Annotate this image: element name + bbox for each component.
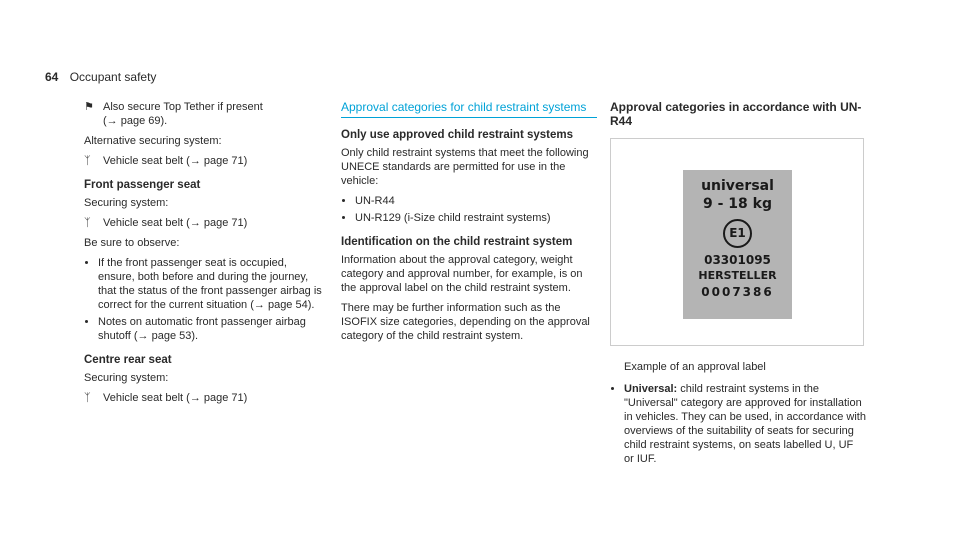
seat-belt-text[interactable]: Vehicle seat belt (→ page 71): [103, 217, 248, 229]
seat-belt-row: [84, 154, 326, 168]
label-category: universal: [701, 178, 774, 194]
list-item: • UN-R129 (i-Size child restraint systems): [355, 211, 597, 225]
top-tether-icon: ⚑: [84, 101, 94, 113]
centre-seat-heading: Centre rear seat: [84, 354, 172, 366]
seat-belt-icon: ᛉ: [84, 217, 91, 229]
list-item: • Notes on automatic front passenger airbag shutoff (→ page 53).: [98, 315, 326, 343]
category-list: [610, 382, 866, 466]
column-left: [84, 100, 326, 411]
list-item: [624, 382, 866, 466]
subheading-identification: Identification on the child restraint system: [341, 236, 573, 248]
standards-list: [341, 194, 597, 225]
seat-belt-icon: ᛉ: [84, 155, 91, 167]
seat-belt-text[interactable]: Vehicle seat belt (→ page 71): [103, 155, 248, 167]
page-number: 64: [45, 70, 59, 84]
top-tether-text: Also secure Top Tether if present: [103, 101, 263, 113]
section-heading: Approval categories for child restraint systems: [341, 100, 597, 118]
term-description: child restraint systems in the "Universal" category are approved for installation in vehicles. They can be used, in accordance with overviews of the suitability of seats for securing child restraint systems, on seats labelled U, UF or IUF.: [624, 383, 866, 465]
seat-belt-row-centre: [84, 391, 326, 405]
alt-label: Alternative securing system:: [84, 135, 222, 147]
front-seat-heading: Front passenger seat: [84, 179, 201, 191]
column-right: [610, 100, 866, 472]
seat-belt-row-front: [84, 216, 326, 230]
figure-caption: Example of an approval label: [624, 361, 766, 373]
securing-label: Securing system:: [84, 197, 169, 209]
top-tether-row: [84, 100, 326, 128]
label-approval-number: 03301095: [704, 253, 771, 267]
list-item: • UN-R44: [355, 194, 597, 208]
seat-belt-icon: ᛉ: [84, 392, 91, 404]
approval-label-figure: [610, 138, 864, 346]
label-manufacturer: HERSTELLER: [698, 269, 777, 282]
label-weight: 9 - 18 kg: [703, 196, 772, 212]
column-middle: [341, 100, 597, 349]
subheading-approved: Only use approved child restraint systems: [341, 129, 573, 141]
securing-label: Securing system:: [84, 372, 169, 384]
seat-belt-text[interactable]: Vehicle seat belt (→ page 71): [103, 392, 248, 404]
observe-label: Be sure to observe:: [84, 237, 180, 249]
intro-paragraph: Only child restraint systems that meet the following UNECE standards are permitted for use in the vehicle:: [341, 147, 589, 187]
paragraph: Information about the approval category, weight category and approval number, for example, is on the approval label on the child restraint system.: [341, 254, 583, 294]
paragraph: There may be further information such as the ISOFIX size categories, depending on the approval category of the child restraint system.: [341, 302, 590, 342]
list-item: • If the front passenger seat is occupied, ensure, both before and during the journey, that the status of the front passenger airbag is correct for the current situation (→ page 54).: [98, 256, 326, 312]
approval-label: [683, 170, 792, 319]
e-mark-icon: E1: [723, 219, 752, 248]
label-serial: 0007386: [701, 285, 774, 299]
column-heading: Approval categories in accordance with UN-R44: [610, 100, 862, 128]
observe-list: [84, 256, 326, 343]
page-title: Occupant safety: [69, 70, 157, 84]
term-universal: Universal:: [624, 383, 678, 395]
top-tether-ref[interactable]: (→ page 69).: [103, 115, 168, 127]
page-header: [45, 70, 156, 84]
